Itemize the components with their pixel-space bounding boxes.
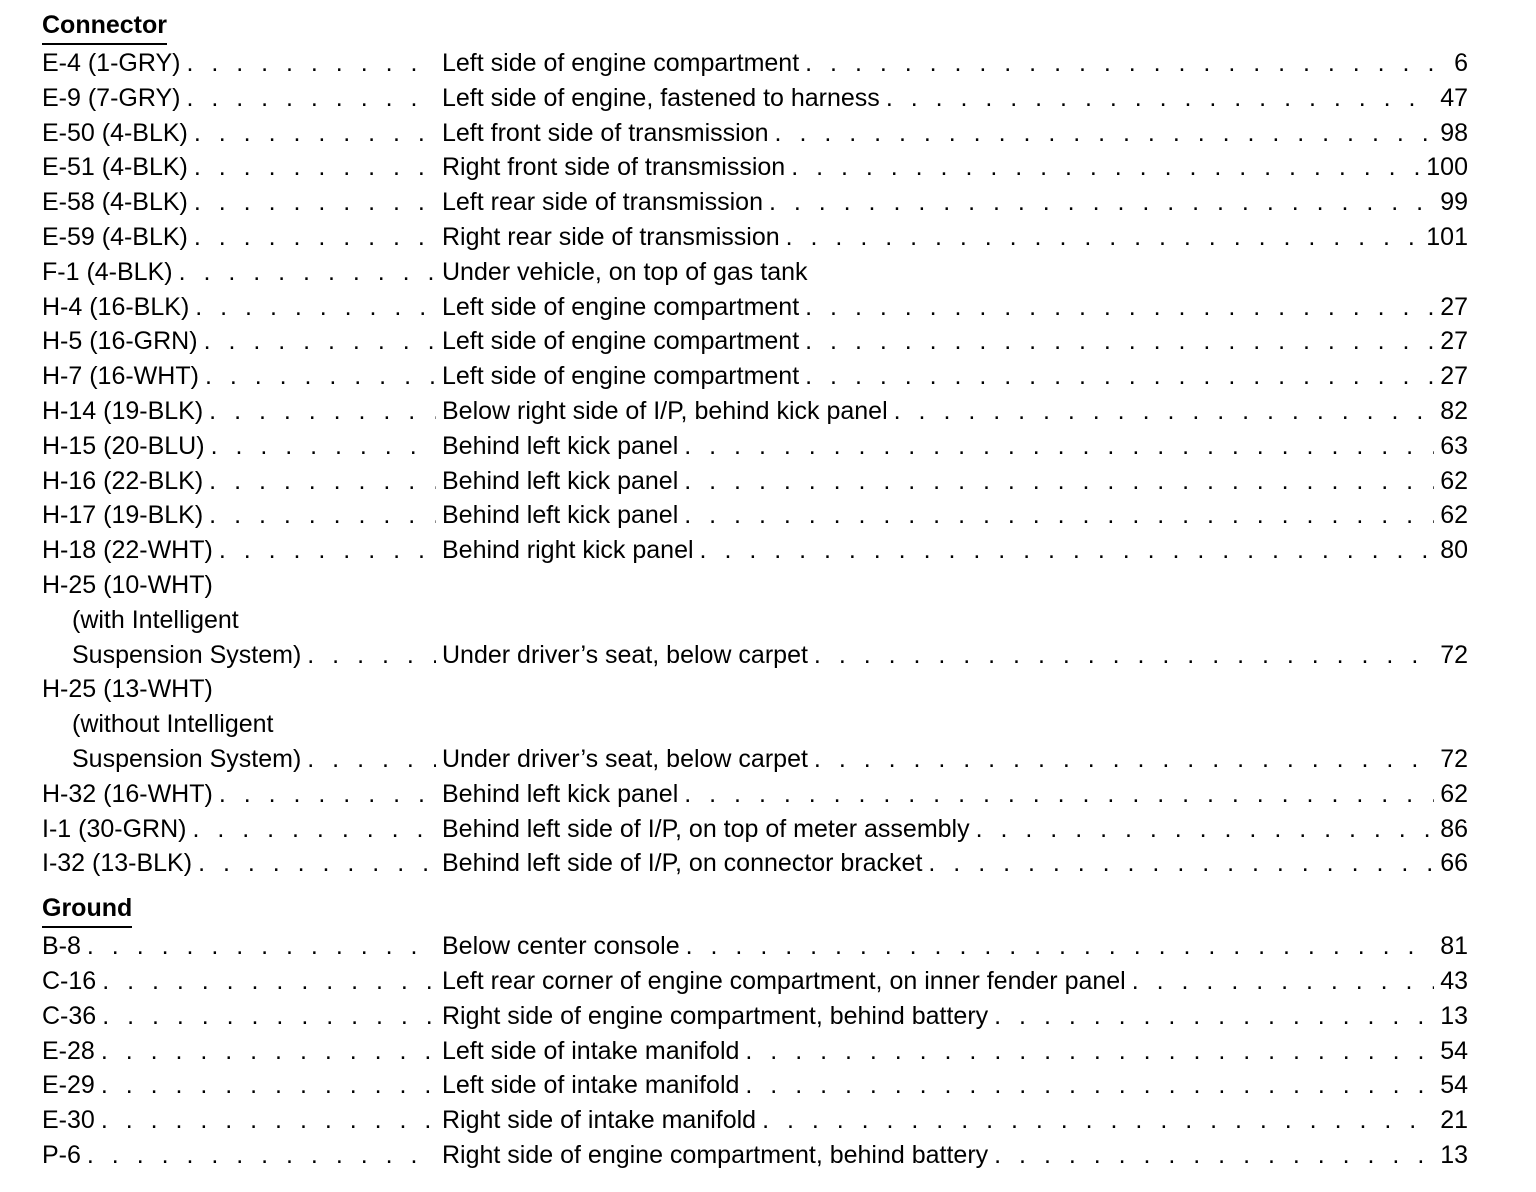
leader-dots xyxy=(194,116,436,151)
connector-note: Suspension System) xyxy=(72,744,302,773)
table-row xyxy=(42,929,1468,964)
connector-list-continued xyxy=(42,777,1468,881)
leader-dots xyxy=(179,255,436,290)
item-name: E-59 (4-BLK) xyxy=(42,222,188,251)
connector-heading: Connector xyxy=(42,8,167,45)
leader-dots xyxy=(101,1034,436,1069)
table-row xyxy=(42,185,1468,220)
item-name: H-14 (19-BLK) xyxy=(42,396,204,425)
leader-dots xyxy=(102,999,436,1034)
page-number: 62 xyxy=(1440,779,1468,808)
location-text: Behind right kick panel xyxy=(442,536,694,565)
page-number: 62 xyxy=(1440,501,1468,530)
leader-dots xyxy=(102,964,436,999)
location-text: Left side of engine compartment xyxy=(442,327,800,356)
leader-dots xyxy=(195,290,436,325)
leader-dots xyxy=(928,846,1434,881)
leader-dots xyxy=(307,742,436,777)
leader-dots xyxy=(762,1103,1434,1138)
location-text: Behind left kick panel xyxy=(442,466,679,495)
page-number: 43 xyxy=(1440,966,1468,995)
leader-dots xyxy=(684,777,1434,812)
leader-dots xyxy=(805,290,1434,325)
location-text: Left side of intake manifold xyxy=(442,1071,740,1100)
page-number: 72 xyxy=(1440,744,1468,773)
item-name: E-9 (7-GRY) xyxy=(42,83,181,112)
leader-dots xyxy=(805,359,1434,394)
table-row xyxy=(42,116,1468,151)
location-text: Right side of engine compartment, behind battery xyxy=(442,1001,989,1030)
leader-dots xyxy=(194,185,436,220)
item-name: I-1 (30-GRN) xyxy=(42,814,187,843)
page-number: 98 xyxy=(1440,118,1468,147)
location-text: Right front side of transmission xyxy=(442,153,786,182)
leader-dots xyxy=(219,777,436,812)
leader-dots xyxy=(994,1138,1434,1173)
leader-dots xyxy=(745,1068,1434,1103)
location-text: Below right side of I/P, behind kick panel xyxy=(442,396,888,425)
table-row xyxy=(42,1103,1468,1138)
leader-dots xyxy=(745,1034,1434,1069)
location-text: Left side of engine compartment xyxy=(442,49,800,77)
leader-dots xyxy=(684,498,1434,533)
leader-dots xyxy=(775,116,1435,151)
table-row xyxy=(42,964,1468,999)
page-number: 63 xyxy=(1440,431,1468,460)
table-row xyxy=(42,777,1468,812)
location-text: Behind left kick panel xyxy=(442,779,679,808)
table-row xyxy=(42,46,1468,81)
location-text: Left side of engine compartment xyxy=(442,292,800,321)
leader-dots xyxy=(994,999,1434,1034)
leader-dots xyxy=(805,46,1448,81)
page-number: 13 xyxy=(1440,1001,1468,1030)
page-number: 101 xyxy=(1426,222,1468,251)
page-number: 54 xyxy=(1440,1071,1468,1100)
page-number: 72 xyxy=(1440,640,1468,669)
leader-dots xyxy=(814,638,1434,673)
leader-dots xyxy=(219,533,436,568)
item-name: C-16 xyxy=(42,966,97,995)
item-name: H-7 (16-WHT) xyxy=(42,362,199,391)
h25-without-entry xyxy=(42,672,1468,776)
location-text: Left side of engine compartment xyxy=(442,362,800,391)
leader-dots xyxy=(700,533,1435,568)
page-number: 27 xyxy=(1440,362,1468,391)
table-row xyxy=(42,1138,1468,1173)
table-row xyxy=(42,359,1468,394)
table-row xyxy=(42,394,1468,429)
leader-dots xyxy=(209,464,436,499)
leader-dots xyxy=(814,742,1434,777)
table-row xyxy=(42,150,1468,185)
location-text: Below center console xyxy=(442,932,680,961)
leader-dots xyxy=(894,394,1435,429)
connector-note: Suspension System) xyxy=(72,640,302,669)
connector-name: H-25 (13-WHT) xyxy=(42,675,213,704)
leader-dots xyxy=(211,429,436,464)
leader-dots xyxy=(204,324,436,359)
item-name: E-50 (4-BLK) xyxy=(42,118,188,147)
table-row xyxy=(42,498,1468,533)
table-row xyxy=(42,846,1468,881)
leader-dots xyxy=(684,429,1434,464)
page-number: 47 xyxy=(1440,83,1468,112)
ground-list xyxy=(42,929,1468,1173)
item-name: B-8 xyxy=(42,932,81,961)
item-name: C-36 xyxy=(42,1001,97,1030)
leader-dots xyxy=(101,1068,436,1103)
h25-with-entry xyxy=(42,568,1468,672)
leader-dots xyxy=(1132,964,1434,999)
leader-dots xyxy=(186,81,436,116)
item-name: I-32 (13-BLK) xyxy=(42,849,193,878)
leader-dots xyxy=(209,394,436,429)
location-text: Right side of intake manifold xyxy=(442,1106,757,1135)
page-number: 80 xyxy=(1440,536,1468,565)
leader-dots xyxy=(769,185,1434,220)
page-number: 27 xyxy=(1440,292,1468,321)
leader-dots xyxy=(194,150,436,185)
table-row xyxy=(42,812,1468,847)
page-number: 62 xyxy=(1440,466,1468,495)
page-number: 27 xyxy=(1440,327,1468,356)
location-text: Right side of engine compartment, behind battery xyxy=(442,1140,989,1169)
item-name: H-5 (16-GRN) xyxy=(42,327,198,356)
page-number: 81 xyxy=(1440,932,1468,961)
item-name: E-30 xyxy=(42,1106,95,1135)
item-name: H-18 (22-WHT) xyxy=(42,536,213,565)
item-name: H-15 (20-BLU) xyxy=(42,431,205,460)
item-name: E-58 (4-BLK) xyxy=(42,188,188,217)
location-text: Under driver’s seat, below carpet xyxy=(442,640,808,669)
page-number: 82 xyxy=(1440,396,1468,425)
item-name: E-51 (4-BLK) xyxy=(42,153,188,182)
page-number: 66 xyxy=(1440,849,1468,878)
leader-dots xyxy=(307,638,436,673)
leader-dots xyxy=(209,498,436,533)
leader-dots xyxy=(87,929,436,964)
item-name: F-1 (4-BLK) xyxy=(42,257,173,286)
table-row xyxy=(42,429,1468,464)
location-text: Left side of intake manifold xyxy=(442,1036,740,1065)
item-name: E-29 xyxy=(42,1071,95,1100)
leader-dots xyxy=(805,324,1434,359)
location-text: Right rear side of transmission xyxy=(442,222,780,251)
leader-dots xyxy=(976,812,1435,847)
page-number: 100 xyxy=(1426,153,1468,182)
leader-dots xyxy=(198,846,436,881)
location-text: Left side of engine, fastened to harness xyxy=(442,83,880,112)
location-text: Under driver’s seat, below carpet xyxy=(442,744,808,773)
item-name: E-4 (1-GRY) xyxy=(42,49,181,77)
table-row xyxy=(42,290,1468,325)
location-index-page xyxy=(42,8,1468,1173)
item-name: H-17 (19-BLK) xyxy=(42,501,204,530)
table-row xyxy=(42,1034,1468,1069)
leader-dots xyxy=(786,220,1421,255)
page-number: 86 xyxy=(1440,814,1468,843)
ground-heading: Ground xyxy=(42,891,132,928)
leader-dots xyxy=(194,220,436,255)
location-text: Behind left side of I/P, on top of meter assembly xyxy=(442,814,970,843)
connector-name: H-25 (10-WHT) xyxy=(42,570,213,599)
location-text: Behind left side of I/P, on connector bracket xyxy=(442,849,923,878)
location-text: Behind left kick panel xyxy=(442,431,679,460)
location-text: Behind left kick panel xyxy=(442,501,679,530)
page-number: 13 xyxy=(1440,1140,1468,1169)
item-name: H-16 (22-BLK) xyxy=(42,466,204,495)
leader-dots xyxy=(886,81,1434,116)
leader-dots xyxy=(101,1103,436,1138)
page-number: 6 xyxy=(1454,49,1468,77)
leader-dots xyxy=(686,929,1435,964)
leader-dots xyxy=(87,1138,436,1173)
table-row xyxy=(42,81,1468,116)
page-number: 54 xyxy=(1440,1036,1468,1065)
connector-note: (with Intelligent xyxy=(72,605,239,634)
item-name: H-32 (16-WHT) xyxy=(42,779,213,808)
table-row xyxy=(42,324,1468,359)
table-row xyxy=(42,533,1468,568)
leader-dots xyxy=(186,46,436,81)
location-text: Under vehicle, on top of gas tank xyxy=(442,257,808,286)
page-number: 21 xyxy=(1440,1106,1468,1135)
table-row xyxy=(42,464,1468,499)
location-text: Left front side of transmission xyxy=(442,118,769,147)
leader-dots xyxy=(205,359,436,394)
leader-dots xyxy=(791,150,1420,185)
table-row xyxy=(42,1068,1468,1103)
location-text: Left rear corner of engine compartment, on inner fender panel xyxy=(442,966,1126,995)
connector-note: (without Intelligent xyxy=(72,710,274,739)
table-row xyxy=(42,220,1468,255)
location-text: Left rear side of transmission xyxy=(442,188,763,217)
item-name: E-28 xyxy=(42,1036,95,1065)
page-number: 99 xyxy=(1440,188,1468,217)
item-name: P-6 xyxy=(42,1140,81,1169)
leader-dots xyxy=(684,464,1434,499)
table-row xyxy=(42,999,1468,1034)
leader-dots xyxy=(192,812,436,847)
item-name: H-4 (16-BLK) xyxy=(42,292,190,321)
table-row xyxy=(42,255,1468,290)
connector-list xyxy=(42,46,1468,568)
